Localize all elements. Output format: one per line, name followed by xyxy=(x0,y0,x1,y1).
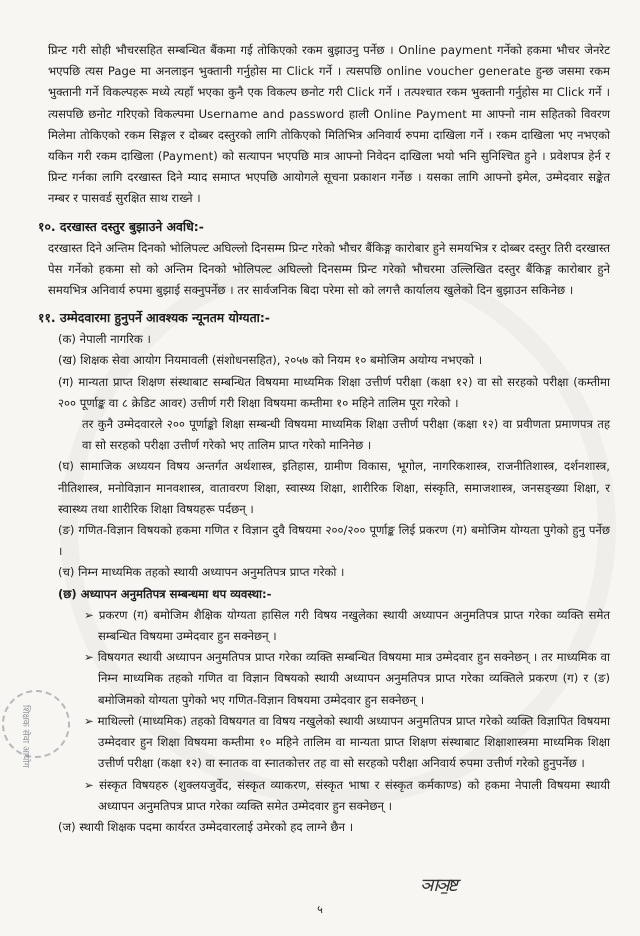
section-heading-10: १०. दरखास्त दस्तुर बुझाउने अवधि:- xyxy=(38,218,204,234)
clause-chha: (छ) अध्यापन अनुमतिपत्र सम्बन्धमा थप व्यवस्था:- xyxy=(58,586,272,601)
paragraph-fee-deadline: दरखास्त दिने अन्तिम दिनको भोलिपल्ट अघिल्लो दिनसम्म प्रिन्ट गरेको भौचर बैंकिङ्ग कारोबार हुने समयभित्र र दोब्बर दस्तुर तिरी दरखास्त पेस गर्नेको हकमा सो को अन्तिम दिनको भोलिपल्ट अघिल्लो दिनसम्म प्रिन्ट गरेको भौचरमा उल्लिखित दस्तुर बैंकिङ्ग कारोबार हुने समयभित्र अनिवार्य रुपमा बुझाई सक्नुपर्नेछ । तर सार्वजनिक बिदा परेमा सो को लगत्तै कार्यालय खुलेको दिन बुझाउन सकिनेछ । xyxy=(48,240,610,298)
clause-ga-proviso: तर कुनै उम्मेदवारले २०० पूर्णाङ्को शिक्षा सम्बन्धी विषयमा माध्यमिक शिक्षा उत्तीर्ण परीक्षा (कक्षा १२) वा प्रवीणता प्रमाणपत्र तह वा सो सरहको परीक्षा उत्तीर्ण गरेको भए तालिम प्राप्त गरेको मानिनेछ । xyxy=(82,417,610,453)
clause-kha: (ख) शिक्षक सेवा आयोग नियमावली (संशोधनसहित), २०५७ को नियम १० बमोजिम अयोग्य नभएको । xyxy=(58,353,483,368)
paragraph-payment-instructions: प्रिन्ट गरी सोही भौचरसहित सम्बन्धित बैंकमा गई तोकिएको रकम बुझाउनु पर्नेछ । Online payment गर्नेको हकमा भौचर जेनरेट भएपछि त्यस Page मा अनलाइन भुक्तानी गर्नुहोस मा Click गर्ने । त्यसपछि online voucher generate हुन्छ जसमा रकम भुक्तानी गर्ने विकल्पहरू मध्ये त्यहाँ भएका कुनै एक विकल्प छनोट गरी Click गर्ने । तत्पश्चात रकम भुक्तानी गर्नुहोस मा Click गर्ने । त्यसपछि छनोट गरिएको विकल्पमा Username and password हाली Online Payment मा आफ्नो नाम सहितको विवरण मिलेमा तोकिएको रकम सिङ्गल र दोब्बर दस्तुरको लागि तोकिएको मितिभित्र अनिवार्य रुपमा दाखिला गर्ने । रकम दाखिला भए नभएको यकिन गरी रकम दाखिला (Payment) को सत्यापन भएपछि मात्र आफ्नो निवेदन दाखिला भयो भनि सुनिश्चित हुने । प्रवेशपत्र हेर्न र प्रिन्ट गर्नका लागि दरखास्त दिने म्याद समाप्त भएपछि आयोगले सूचना प्रकाशन गर्नेछ । यसका लागि आफ्नो इमेल, उम्मेदवार सङ्केत नम्बर र पासवर्ड सुरक्षित साथ राख्ने । xyxy=(48,43,610,206)
clause-ja: (ज) स्थायी शिक्षक पदमा कार्यरत उम्मेदवारलाई उमेरको हद लाग्ने छैन । xyxy=(58,819,354,834)
clause-gha: (घ) सामाजिक अध्ययन विषय अन्तर्गत अर्थशास्त्र, इतिहास, ग्रामीण विकास, भूगोल, नागरिकशास्त्र, राजनीतिशास्त्र, दर्शनशास्त्र, नीतिशास्त्र, मनोविज्ञान मानवशास्त्र, वातावरण शिक्षा, स्वास्थ्य शिक्षा, शारीरिक शिक्षा, संस्कृति, समाजशास्त्र, जनसङ्ख्या शिक्षा, र स्वास्थ्य तथा शारीरिक शिक्षा विषयहरू पर्दछन् । xyxy=(58,459,610,516)
document-body xyxy=(38,40,610,838)
section-heading-11: ११. उम्मेदवारमा हुनुपर्ने आवश्यक न्यूनतम योग्यता:- xyxy=(38,310,270,326)
signature: ञाञ॒ष्ट xyxy=(420,875,456,896)
bullet-2: ➢ विषयगत स्थायी अध्यापन अनुमतिपत्र प्राप्त गरेका व्यक्ति सम्बन्धित विषयमा मात्र उम्मेदवार हुन सक्नेछन् । तर माध्यमिक वा निम्न माध्यमिक तहको गणित वा विज्ञान विषयको स्थायी अध्यापन अनुमतिपत्र प्राप्त गरेका व्यक्तिले प्रकरण (ग) र (ङ) बमोजिमको योग्यता पुगेको भए गणित-विज्ञान विषयमा उम्मेदवार हुन सक्नेछन् । xyxy=(84,650,610,707)
clause-cha: (च) निम्न माध्यमिक तहको स्थायी अध्यापन अनुमतिपत्र प्राप्त गरेको । xyxy=(58,565,345,580)
clause-ga: (ग) मान्यता प्राप्त शिक्षण संस्थाबाट सम्बन्धित विषयमा माध्यमिक शिक्षा उत्तीर्ण परीक्षा (कक्षा १२) वा सो सरहको परीक्षा (कम्तीमा २०० पूर्णाङ्क वा ८ क्रेडिट आवर) उत्तीर्ण गरी शिक्षा विषयमा कम्तीमा १० महिने तालिम पूरा गरेको । xyxy=(58,374,610,410)
clause-nga: (ङ) गणित-विज्ञान विषयको हकमा गणित र विज्ञान दुवै विषयमा २००/२०० पूर्णाङ्क लिई प्रकरण (ग) बमोजिम योग्यता पुगेको हुनु पर्नेछ । xyxy=(58,523,610,559)
bullet-1: ➢ प्रकरण (ग) बमोजिम शैक्षिक योग्यता हासिल गरी विषय नखुलेका स्थायी अध्यापन अनुमतिपत्र प्राप्त गरेका व्यक्ति समेत सम्बन्धित विषयमा उम्मेदवार हुन सक्नेछन् । xyxy=(84,607,610,644)
bullet-4: ➢ संस्कृत विषयहरु (शुक्लयजुर्वेद, संस्कृत व्याकरण, संस्कृत भाषा र संस्कृत कर्मकाण्ड) को हकमा नेपाली विषयमा स्थायी अध्यापन अनुमतिपत्र प्राप्त गरेका व्यक्ति समेत उम्मेदवार हुन सक्नेछन् । xyxy=(84,777,610,813)
seal-text: शिक्षक सेवा आयोग xyxy=(20,705,30,768)
clause-ka: (क) नेपाली नागरिक । xyxy=(58,332,151,347)
bullet-3: ➢ माथिल्लो (माध्यमिक) तहको विषयगत वा विषय नखुलेको स्थायी अध्यापन अनुमतिपत्र प्राप्त गरेकाे व्यक्ति विज्ञापित विषयमा उम्मेदवार हुन शिक्षा विषयमा कम्तीमा १० महिने तालिम वा मान्यता प्राप्त शिक्षण संस्थाबाट शिक्षाशास्त्रमा माध्यमिक शिक्षा उत्तीर्ण परीक्षा (कक्षा १२) वा स्नातक वा स्नातकोत्तर तह वा सो सरहको परीक्षा अनिवार्य रुपमा उत्तीर्ण गरेको हुनुपर्नेछ । xyxy=(84,713,610,771)
page-number: ५ xyxy=(317,903,323,916)
